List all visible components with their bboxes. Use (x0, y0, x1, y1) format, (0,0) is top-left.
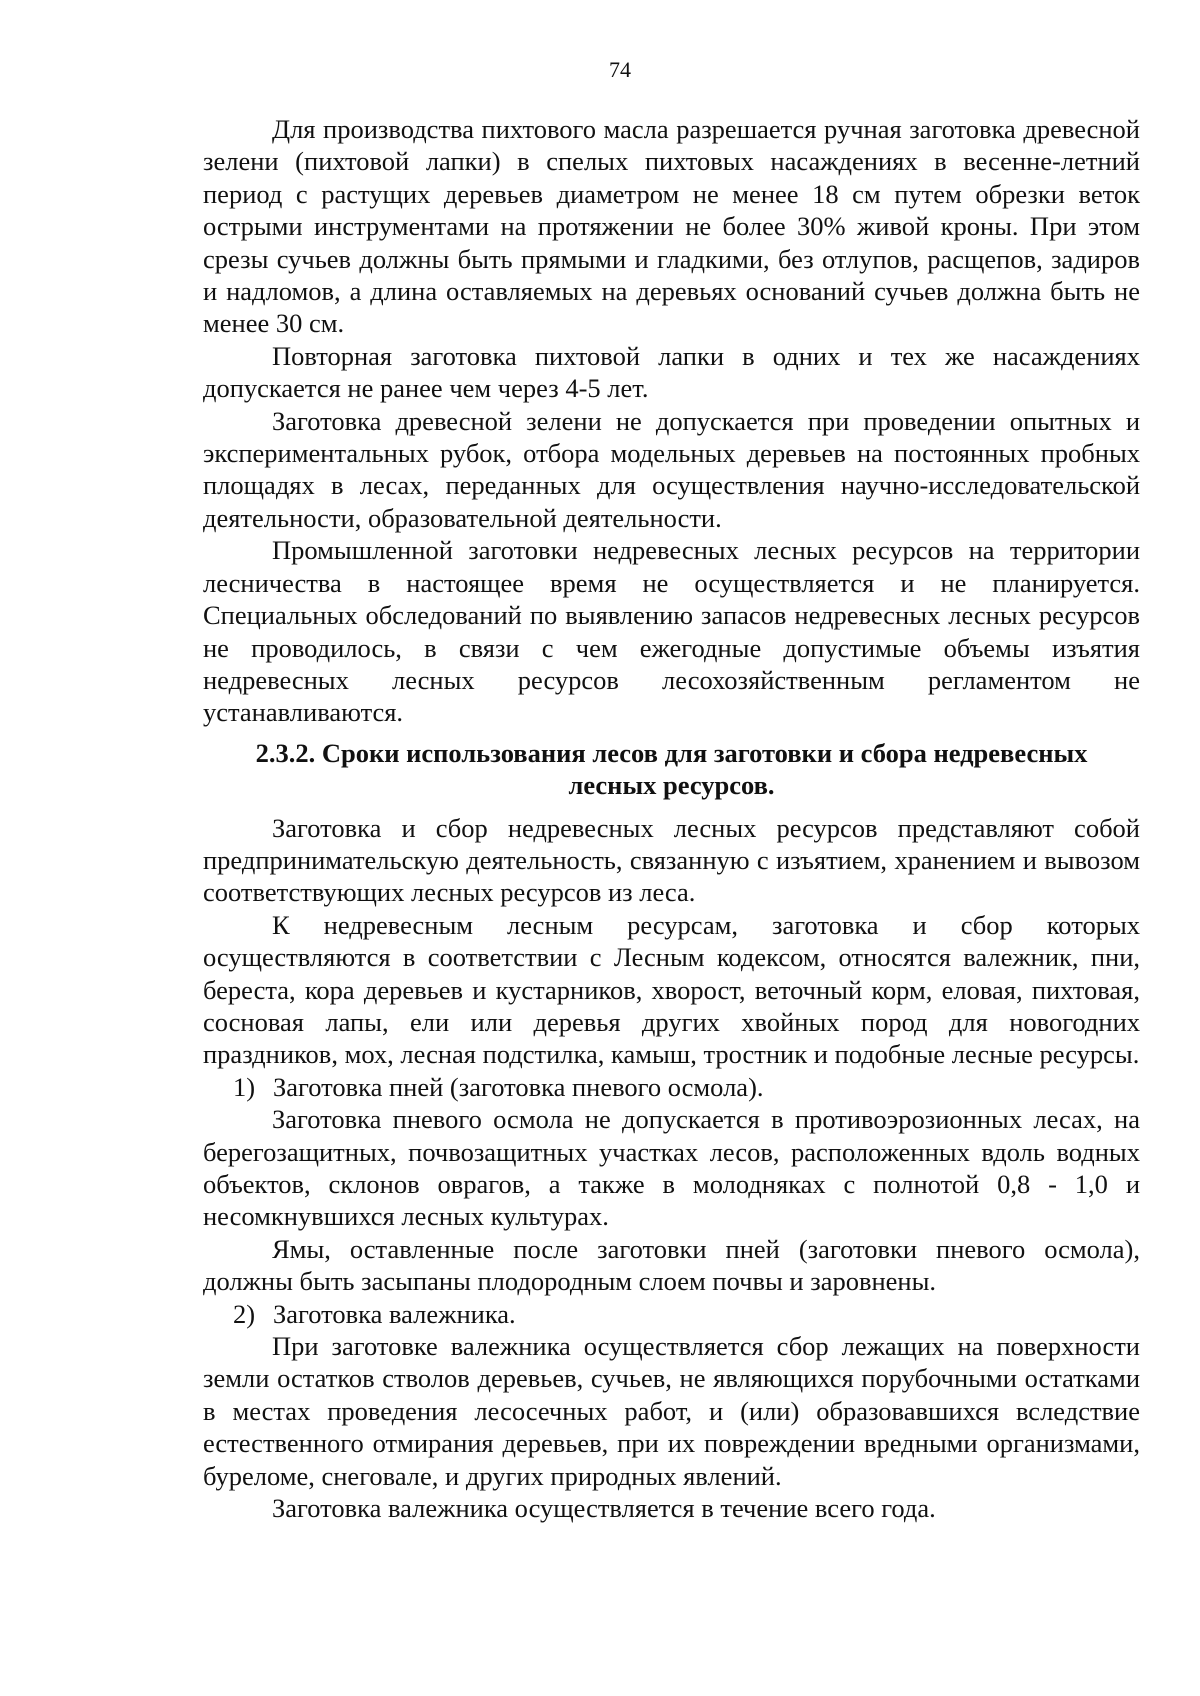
paragraph-greenery-restrictions: Заготовка древесной зелени не допускается при проведении опытных и экспериментальных рубок, отбора модельных деревьев на постоянных пробных площадях в лесах, переданных для осуществления научно-исследовательской деятельности, образовательной деятельности. (203, 405, 1140, 533)
paragraph-stump-restrictions: Заготовка пневого осмола не допускается в противоэрозионных лесах, на берегозащитных, почвозащитных участках лесов, расположенных вдоль водных объектов, склонов оврагов, а также в молодняках с полнотой 0,8 - 1,0 и несомкнувшихся лесных культурах. (203, 1104, 1140, 1232)
list-item-stumps (203, 1071, 1140, 1103)
paragraph-repeat-harvesting: Повторная заготовка пихтовой лапки в одних и тех же насаждениях допускается не ранее чем через 4-5 лет. (203, 340, 1140, 404)
list-item-number: 2) (233, 1298, 256, 1329)
paragraph-deadwood-season: Заготовка валежника осуществляется в течение всего года. (272, 1493, 936, 1524)
paragraph-industrial-harvesting: Промышленной заготовки недревесных лесных ресурсов на территории лесничества в настоящее время не осуществляется и не планируется. Специальных обследований по выявлению запасов недревесных лесных ресурсов не проводилось, в связи с чем ежегодные допустимые объемы изъятия недревесных лесных ресурсов лесохозяйственным регламентом не устанавливаются. (203, 535, 1140, 728)
paragraph-deadwood-collection: При заготовке валежника осуществляется сбор лежащих на поверхности земли остатков стволов деревьев, сучьев, не являющихся порубочными остатками в местах проведения лесосечных работ, и (или) образовавшихся вследствие естественного отмирания деревьев, при их повреждении вредными организмами, буреломе, снеговале, и других природных явлений. (203, 1331, 1140, 1491)
page-number: 74 (609, 57, 631, 82)
page-body (203, 113, 1140, 1524)
list-item-number: 1) (233, 1071, 256, 1102)
paragraph-business-activity: Заготовка и сбор недревесных лесных ресурсов представляют собой предпринимательскую деятельность, связанную с изъятием, хранением и вывозом соответствующих лесных ресурсов из леса. (203, 812, 1140, 908)
list-item-text: Заготовка пней (заготовка пневого осмола). (273, 1071, 764, 1102)
list-item-text: Заготовка валежника. (273, 1298, 516, 1329)
list-item-deadwood (203, 1298, 1140, 1330)
paragraph-pit-filling: Ямы, оставленные после заготовки пней (заготовки пневого осмола), должны быть засыпаны плодородным слоем почвы и заровнены. (203, 1233, 1140, 1297)
section-heading: 2.3.2. Сроки использования лесов для заготовки и сбора недревесных лесных ресурсов. (255, 737, 1088, 801)
paragraph-fir-oil-harvesting: Для производства пихтового масла разрешается ручная заготовка древесной зелени (пихтовой лапки) в спелых пихтовых насаждениях в весенне-летний период с растущих деревьев диаметром не менее 18 см путем обрезки веток острыми инструментами на протяжении не более 30% живой кроны. При этом срезы сучьев должны быть прямыми и гладкими, без отлупов, расщепов, задиров и надломов, а длина оставляемых на деревьях оснований сучьев должна быть не менее 30 см. (203, 114, 1140, 339)
paragraph-resource-types: К недревесным лесным ресурсам, заготовка и сбор которых осуществляются в соответствии с Лесным кодексом, относятся валежник, пни, береста, кора деревьев и кустарников, хворост, веточный корм, еловая, пихтовая, сосновая лапы, ели или деревья других хвойных пород для новогодних праздников, мох, лесная подстилка, камыш, тростник и подобные лесные ресурсы. (203, 909, 1140, 1070)
